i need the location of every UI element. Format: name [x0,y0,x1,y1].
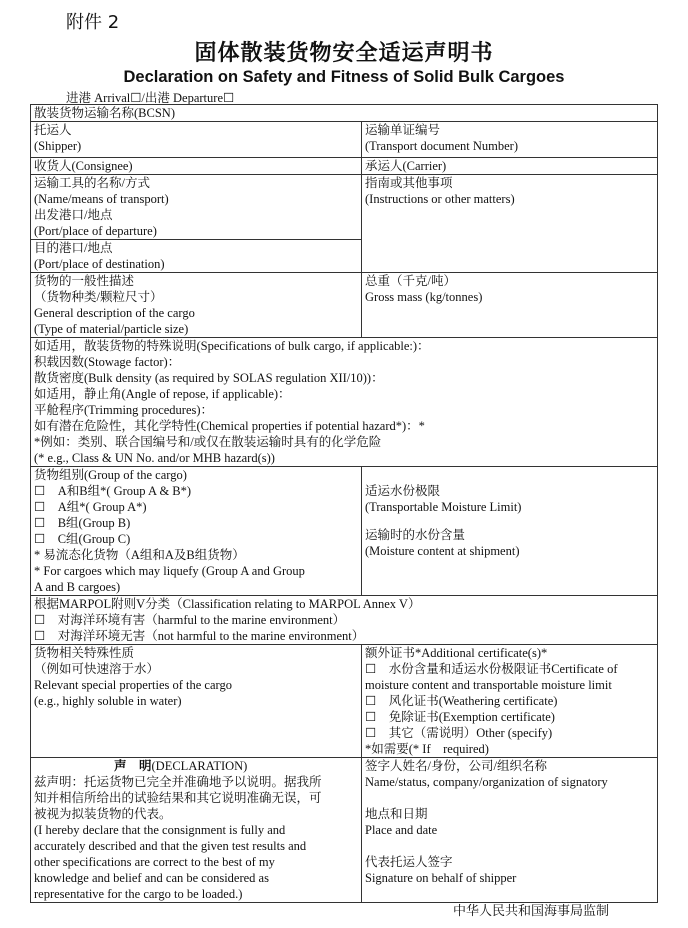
general-description-line-1: 货物的一般性描述 [34,274,135,288]
signatory-field[interactable] [362,758,658,903]
shipper-field[interactable] [31,122,362,158]
liquefy-note-en-2: A and B cargoes) [34,580,121,594]
declaration-text-en-4: knowledge and belief and can be considered as [34,871,269,885]
general-description-line-4: (Type of material/particle size) [34,322,189,336]
moisture-content-label-en: (Moisture content at shipment) [365,544,520,558]
moisture-certificate-label-cont: moisture content and transportable moisture limit [365,678,612,692]
carrier-field[interactable] [362,158,658,175]
declaration-text-cn-1: 兹声明：托运货物已完全并准确地予以说明。据我所 [34,775,322,789]
group-a-checkbox[interactable]: ☐ A组*( Group A*) [34,500,147,514]
group-b-checkbox[interactable]: ☐ B组(Group B) [34,516,131,530]
signature-label-cn: 代表托运人签字 [365,855,453,869]
consignee-label: 收货人(Consignee) [34,159,133,173]
shipper-label-en: (Shipper) [34,139,82,153]
destination-port-label-en: (Port/place of destination) [34,257,165,271]
bcsn-field[interactable] [31,105,658,122]
gross-mass-label-en: Gross mass (kg/tonnes) [365,290,483,304]
consignee-field[interactable] [31,158,362,175]
angle-of-repose-label: 如适用，静止角(Angle of repose, if applicable)： [34,387,291,401]
destination-port-label-cn: 目的港口/地点 [34,241,113,255]
departure-port-label-en: (Port/place of departure) [34,224,157,238]
liquefy-note-cn: * 易流态化货物（A组和A及B组货物） [34,548,245,562]
transport-document-label-cn: 运输单证编号 [365,123,441,137]
marpol-heading: 根据MARPOL附则V分类（Classification relating to MARPOL Annex V） [34,597,421,611]
destination-port-field[interactable] [31,239,361,272]
exemption-certificate-checkbox[interactable]: ☐ 免除证书(Exemption certificate) [365,710,555,724]
transport-document-field[interactable] [362,122,658,158]
arrival-departure-checkboxes[interactable]: 进港 Arrival☐/出港 Departure☐ [66,91,235,105]
special-properties-line-2: （例如可快速溶于水） [34,662,160,676]
signature-label-en: Signature on behalf of shipper [365,871,517,885]
bcsn-label: 散装货物运输名称(BCSN) [34,106,175,120]
special-properties-field[interactable] [31,645,362,758]
general-description-line-2: （货物种类/颗粒尺寸） [34,290,163,304]
gross-mass-label-cn: 总重（千克/吨） [365,274,456,288]
other-certificate-checkbox[interactable]: ☐ 其它（需说明）Other (specify) [365,726,553,740]
declaration-text-en-1: (I hereby declare that the consignment is fully and [34,823,286,837]
group-ab-checkbox[interactable]: ☐ A和B组*( Group A & B*) [34,484,192,498]
instructions-label-cn: 指南或其他事项 [365,176,453,190]
signatory-name-label-en: Name/status, company/organization of signatory [365,775,608,789]
declaration-text-en-2: accurately described and that the given test results and [34,839,307,853]
bulk-specifications-field[interactable] [31,338,658,467]
declaration-text-en-3: other specifications are correct to the best of my [34,855,275,869]
if-required-note: *如需要(* If required) [365,742,489,756]
chemical-note-en: (* e.g., Class & UN No. and/or MHB hazard(s)) [34,451,275,465]
declaration-text-cn-3: 被视为拟装货物的代表。 [34,807,172,821]
liquefy-note-en-1: * For cargoes which may liquefy (Group A and Group [34,564,305,578]
marpol-classification-field [31,596,658,645]
additional-certificates-heading: 额外证书*Additional certificate(s)* [365,646,548,660]
declaration-text-en-5: representative for the cargo to be loaded.) [34,887,243,901]
spec-line: 如适用，散装货物的特殊说明(Specifications of bulk cargo, if applicable:)： [34,339,430,353]
declaration-field [31,758,362,903]
chemical-properties-label: 如有潜在危险性，其化学特性(Chemical properties if potential hazard*)：* [34,419,425,433]
moisture-content-label-cn: 运输时的水份含量 [365,528,466,542]
tml-label-cn: 适运水份极限 [365,484,441,498]
moisture-certificate-checkbox[interactable]: ☐ 水份含量和适运水份极限证书Certificate of [365,662,618,676]
attachment-label: 附件 2 [66,12,120,33]
declaration-heading-en: (DECLARATION) [151,759,248,773]
special-properties-line-3: Relevant special properties of the cargo [34,678,232,692]
declaration-heading-cn: 声 明 [114,759,152,773]
not-harmful-checkbox[interactable]: ☐ 对海洋环境无害（not harmful to the marine environment） [34,629,365,643]
declaration-text-cn-2: 知并相信所给出的试验结果和其它说明准确无误，可 [34,791,322,805]
tml-label-en: (Transportable Moisture Limit) [365,500,522,514]
gross-mass-field[interactable] [362,273,658,338]
cargo-group-heading: 货物组别(Group of the cargo) [34,468,187,482]
title-english: Declaration on Safety and Fitness of Solid Bulk Cargoes [123,68,565,86]
carrier-label: 承运人(Carrier) [365,159,447,173]
instructions-field[interactable] [362,175,658,273]
declaration-form-table [30,104,658,903]
additional-certificates-field [362,645,658,758]
place-date-label-cn: 地点和日期 [365,807,428,821]
shipper-label-cn: 托运人 [34,123,72,137]
bulk-density-label: 散货密度(Bulk density (as required by SOLAS regulation XII/10))： [34,371,384,385]
transport-means-field[interactable] [31,175,361,239]
title-chinese: 固体散装货物安全适运声明书 [194,40,494,66]
general-description-field[interactable] [31,273,362,338]
issuer-footer: 中华人民共和国海事局监制 [453,904,610,919]
chemical-note-cn: *例如：类别、联合国编号和/或仅在散装运输时具有的化学危险 [34,435,382,449]
cargo-group-field [31,467,362,596]
moisture-field[interactable] [362,467,658,596]
trimming-procedures-label: 平舱程序(Trimming procedures)： [34,403,214,417]
group-c-checkbox[interactable]: ☐ C组(Group C) [34,532,131,546]
harmful-checkbox[interactable]: ☐ 对海洋环境有害（harmful to the marine environment） [34,613,346,627]
transport-means-label-cn: 运输工具的名称/方式 [34,176,150,190]
transport-document-label-en: (Transport document Number) [365,139,518,153]
signatory-name-label-cn: 签字人姓名/身份，公司/组织名称 [365,759,547,773]
instructions-label-en: (Instructions or other matters) [365,192,515,206]
weathering-certificate-checkbox[interactable]: ☐ 风化证书(Weathering certificate) [365,694,558,708]
transport-means-label-en: (Name/means of transport) [34,192,169,206]
departure-port-label-cn: 出发港口/地点 [34,208,113,222]
special-properties-line-4: (e.g., highly soluble in water) [34,694,182,708]
transport-details-cell [31,175,362,273]
special-properties-line-1: 货物相关特殊性质 [34,646,135,660]
general-description-line-3: General description of the cargo [34,306,195,320]
stowage-factor-label: 积载因数(Stowage factor)： [34,355,181,369]
place-date-label-en: Place and date [365,823,438,837]
declaration-heading [34,758,358,774]
